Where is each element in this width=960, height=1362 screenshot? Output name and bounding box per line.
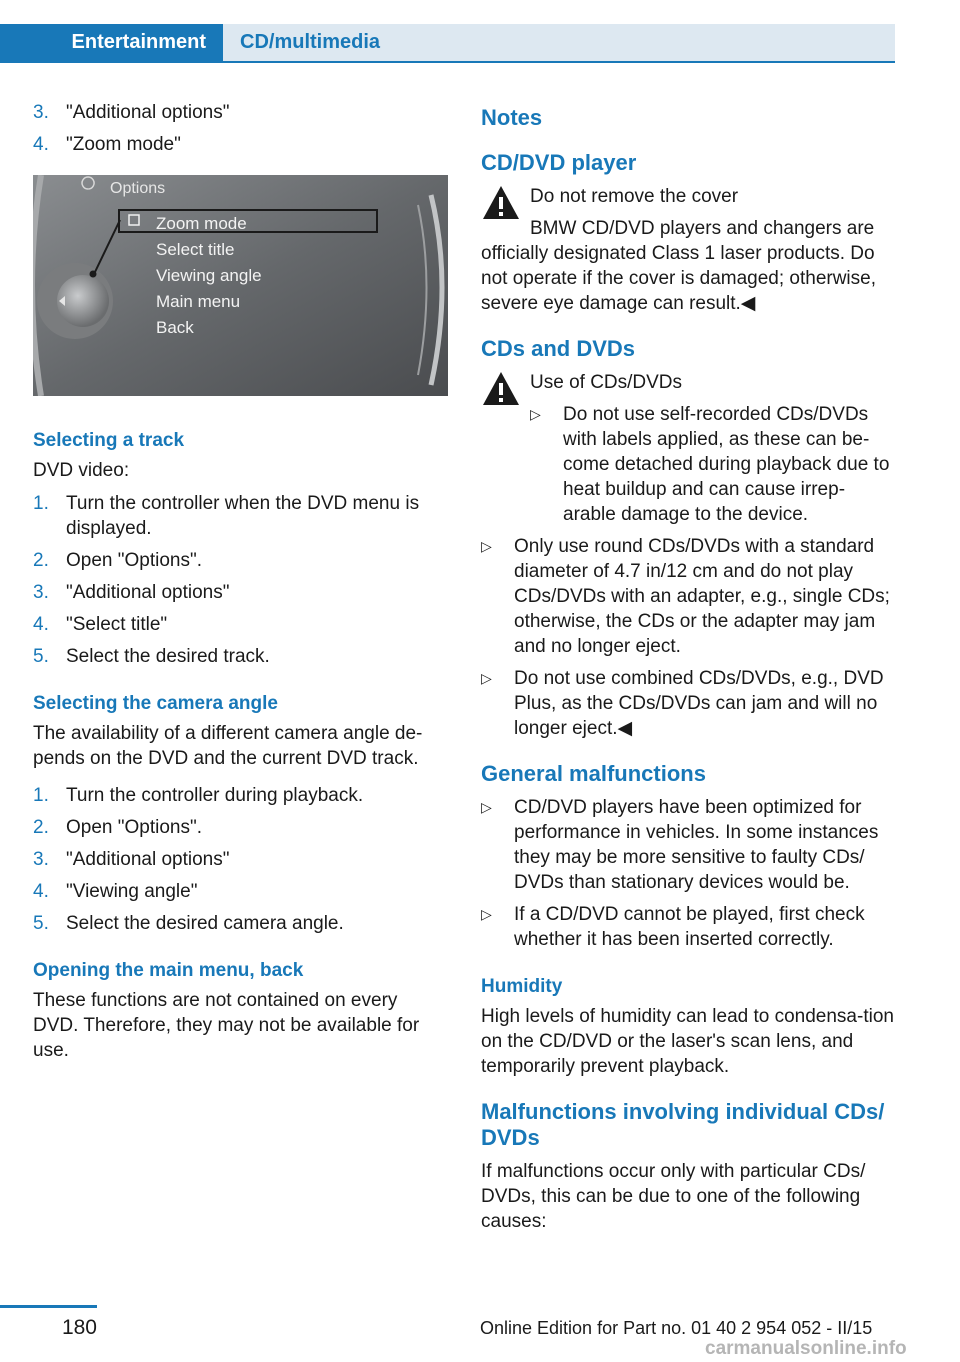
list-item: 1. Turn the controller when the DVD menu is displayed. — [33, 493, 420, 539]
idrive-options-screenshot — [33, 175, 448, 396]
angle-intro: The availability of a different camera angle de‐pends on the DVD and the current DVD track. — [33, 723, 423, 769]
steps-top — [33, 100, 448, 157]
list-item: 5. Select the desired track. — [33, 646, 270, 667]
menu-item-main-menu: Main menu — [156, 292, 241, 311]
triangle-bullet-icon: ▷ — [530, 406, 541, 422]
heading-individual-malfunctions: Malfunctions involving individual CDs/ DVDs — [481, 1099, 885, 1150]
heading-general-malfunctions: General malfunctions — [481, 761, 706, 786]
warning-title: Do not remove the cover — [530, 186, 739, 207]
main-menu-text: These functions are not contained on every DVD. Therefore, they may not be available for use. — [33, 990, 420, 1061]
list-item: ▷ Only use round CDs/DVDs with a standard diameter of 4.7 in/12 cm and do not play CDs/DVDs with an adapter, e.g., single CDs; otherwise, the CDs or the adapter may jam and no longer eject. — [481, 536, 890, 657]
triangle-bullet-icon: ▷ — [481, 906, 492, 922]
page-header — [0, 0, 895, 62]
options-title: Options — [110, 180, 166, 197]
list-item: 2. Open "Options". — [33, 817, 203, 838]
list-item: 2. Open "Options". — [33, 550, 203, 571]
page-number: 180 — [61, 1316, 97, 1339]
header-rule — [0, 61, 895, 63]
warning-box — [481, 370, 896, 527]
right-column — [481, 100, 896, 1242]
bullet-list — [481, 795, 896, 952]
triangle-bullet-icon: ▷ — [481, 538, 492, 554]
watermark: carmanualsonline.info — [705, 1338, 907, 1359]
triangle-bullet-icon: ▷ — [481, 670, 492, 686]
list-item: 4. "Zoom mode" — [33, 134, 181, 155]
warning-text: BMW CD/DVD players and changers are officially designated Class 1 laser products. Do not operate if the cover is damaged; otherwise, severe eye damage can result.◀ — [481, 218, 877, 314]
menu-item-zoom: Zoom mode — [156, 214, 247, 233]
individual-text: If malfunctions occur only with particular CDs/ DVDs, this can be due to one of the following causes: — [481, 1161, 866, 1232]
list-item: ▷ CD/DVD players have been optimized for performance in vehicles. In some instances they may be more sensitive to faulty CDs/ DVDs than stationary devices would be. — [481, 797, 879, 893]
warning-triangle-icon — [481, 184, 521, 221]
list-item: ▷ If a CD/DVD cannot be played, first check whether it has been inserted correctly. — [481, 904, 865, 950]
heading-cd-dvd-player: CD/DVD player — [481, 150, 637, 175]
notes-title: Notes — [481, 105, 543, 130]
chapter-tab: CD/multimedia — [223, 24, 895, 61]
heading-camera-angle: Selecting the camera angle — [33, 693, 278, 714]
left-column — [33, 100, 448, 1071]
section-tab: Entertainment — [0, 24, 223, 61]
angle-steps — [33, 783, 448, 936]
triangle-bullet-icon: ▷ — [481, 799, 492, 815]
heading-humidity: Humidity — [481, 976, 563, 997]
warning-triangle-icon — [481, 370, 521, 407]
footer-rule — [0, 1305, 97, 1308]
edition-text: Online Edition for Part no. 01 40 2 954 052 - II/15 — [480, 1318, 873, 1338]
bullet-list — [481, 534, 896, 741]
list-item: ▷ Do not use combined CDs/DVDs, e.g., DVD Plus, as the CDs/DVDs can jam and will no longer eject.◀ — [481, 668, 884, 739]
track-steps — [33, 491, 448, 669]
list-item: 3. "Additional options" — [33, 582, 230, 603]
heading-selecting-track: Selecting a track — [33, 430, 185, 451]
list-item: 5. Select the desired camera angle. — [33, 913, 344, 934]
humidity-text: High levels of humidity can lead to condensa‐tion on the CD/DVD or the laser's scan lens, and temporarily prevent playback. — [481, 1006, 894, 1077]
menu-item-back: Back — [156, 318, 194, 337]
list-item: 4. "Select title" — [33, 614, 168, 635]
bullet-list — [530, 402, 896, 527]
warning-title: Use of CDs/DVDs — [530, 372, 683, 393]
heading-cds-dvds: CDs and DVDs — [481, 336, 636, 361]
list-item: 3. "Additional options" — [33, 849, 230, 870]
list-item: 4. "Viewing angle" — [33, 881, 198, 902]
list-item: ▷ Do not use self-recorded CDs/DVDs with labels applied, as these can be‐come detached during playback due to heat buildup and can cause irrep‐arable damage to the device. — [530, 404, 890, 525]
menu-item-select-title: Select title — [156, 240, 235, 259]
track-intro: DVD video: — [33, 460, 130, 481]
list-item: 1. Turn the controller during playback. — [33, 785, 364, 806]
list-item: 3. "Additional options" — [33, 102, 230, 123]
heading-main-menu: Opening the main menu, back — [33, 960, 304, 981]
warning-box — [481, 184, 896, 209]
menu-item-viewing-angle: Viewing angle — [156, 266, 262, 285]
